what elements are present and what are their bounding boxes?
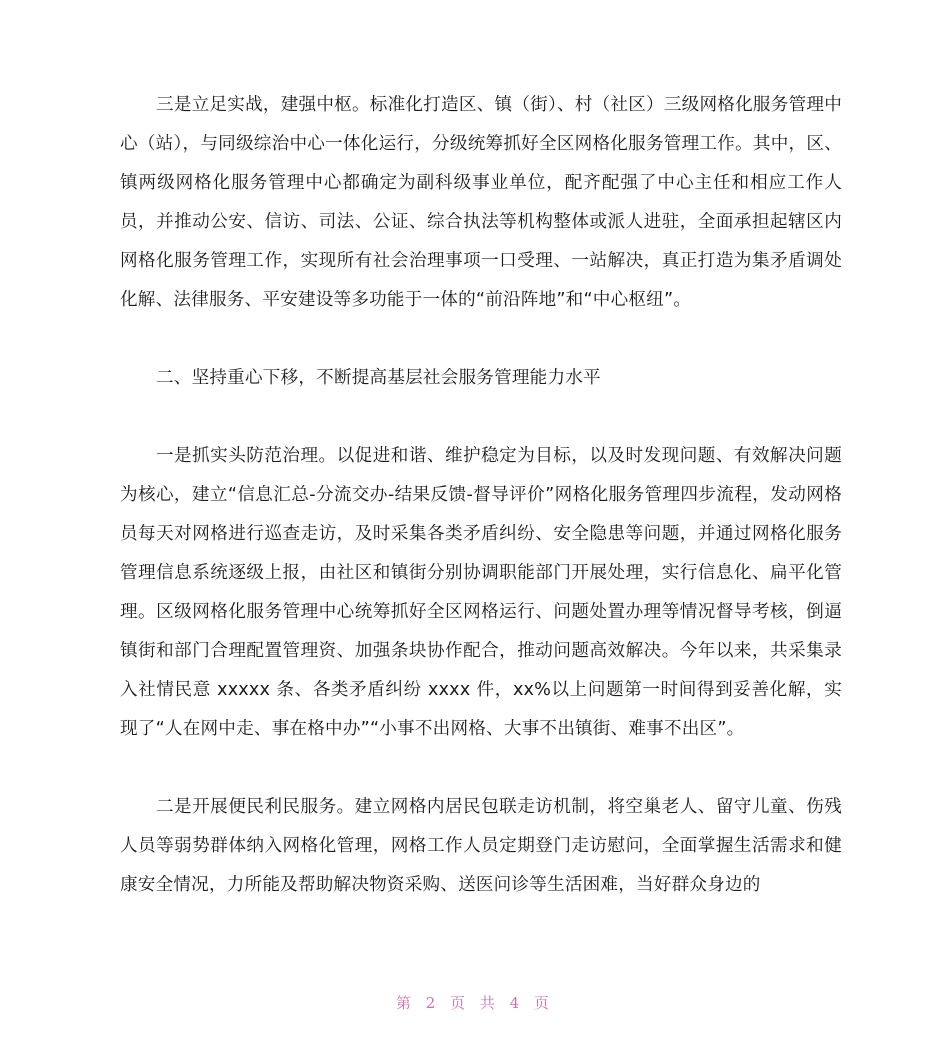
- paragraph-3: 二是开展便民利民服务。建立网格内居民包联走访机制，将空巢老人、留守儿童、伤残人员等弱势群体纳入网格化管理，网格工作人员定期登门走访慰问，全面掌握生活需求和健康安全情况，力所能及帮助解决物资采购、送医问诊等生活困难，当好群众身边的: [120, 797, 842, 895]
- paragraph-2: 一是抓实头防范治理。以促进和谐、维护稳定为目标，以及时发现问题、有效解决问题为核心，建立“信息汇总-分流交办-结果反馈-督导评价”网格化服务管理四步流程，发动网格员每天对网格进行巡查走访，及时采集各类矛盾纠纷、安全隐患等问题，并通过网格化服务管理信息系统逐级上报，由社区和镇街分别协调职能部门开展处理，实行信息化、扁平化管理。区级网格化服务管理中心统筹抓好全区网格运行、问题处置办理等情况督导考核，倒逼镇街和部门合理配置管理资、加强条块协作配合，推动问题高效解决。今年以来，共采集录入社情民意 xxxxx 条、各类矛盾纠纷 xxxx 件，xx%以上问题第一时间得到妥善化解，实现了“人在网中走、事在格中办”“小事不出网格、大事不出镇街、难事不出区”。: [120, 446, 842, 739]
- paragraph-gap: [120, 398, 842, 437]
- page-number-footer: 第 2 页 共 4 页: [396, 994, 554, 1012]
- document-body: [120, 86, 842, 905]
- paragraph-gap: [120, 320, 842, 359]
- paragraph-1: 三是立足实战，建强中枢。标准化打造区、镇（街）、村（社区）三级网格化服务管理中心（站），与同级综治中心一体化运行，分级统筹抓好全区网格化服务管理工作。其中，区、镇两级网格化服务管理中心都确定为副科级事业单位，配齐配强了中心主任和相应工作人员，并推动公安、信访、司法、公证、综合执法等机构整体或派人进驻，全面承担起辖区内网格化服务管理工作，实现所有社会治理事项一口受理、一站解决，真正打造为集矛盾调处化解、法律服务、平安建设等多功能于一体的“前沿阵地”和“中心枢纽”。: [120, 95, 842, 310]
- paragraph-gap: [120, 749, 842, 788]
- section-heading: 二、坚持重心下移，不断提高基层社会服务管理能力水平: [156, 368, 601, 388]
